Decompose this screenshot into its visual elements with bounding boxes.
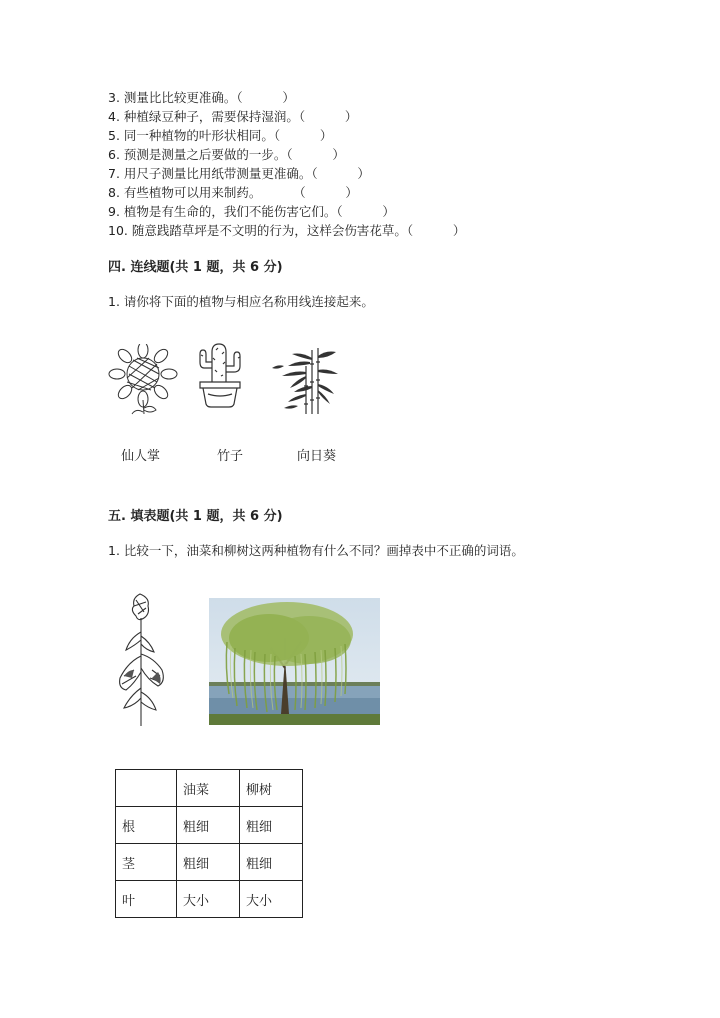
tf-item-8: 8. 有些植物可以用来制药。 （ ） [108,185,358,200]
tf-item-6: 6. 预测是测量之后要做的一步。（ ） [108,147,345,162]
table-cell[interactable]: 粗细 [177,844,240,881]
table-header-cell: 柳树 [240,770,303,807]
comparison-table [115,769,303,918]
table-cell[interactable]: 大小 [240,881,303,918]
table-row-label: 叶 [116,881,177,918]
table-row-label: 茎 [116,844,177,881]
section5-title: 五. 填表题(共 1 题，共 6 分) [108,509,283,524]
tf-item-10: 10. 随意践踏草坪是不文明的行为，这样会伤害花草。（ ） [108,223,466,238]
table-row [116,844,303,881]
section4-question: 1. 请你将下面的植物与相应名称用线连接起来。 [108,294,374,309]
willow-photo [209,598,380,725]
table-header-row [116,770,303,807]
table-cell[interactable]: 大小 [177,881,240,918]
section4-title: 四. 连线题(共 1 题，共 6 分) [108,260,283,275]
table-row [116,807,303,844]
sunflower-drawing [108,344,178,418]
table-row [116,881,303,918]
table-cell[interactable]: 粗细 [177,807,240,844]
table-header-cell: 油菜 [177,770,240,807]
cactus-drawing [194,340,246,410]
true-false-list [108,88,465,240]
tf-item-7: 7. 用尺子测量比用纸带测量更准确。（ ） [108,166,370,181]
plant-name-sunflower: 向日葵 [297,449,337,464]
bamboo-drawing [268,346,340,418]
tf-item-3: 3. 测量比比较更准确。（ ） [108,90,295,105]
tf-item-9: 9. 植物是有生命的，我们不能伤害它们。（ ） [108,204,395,219]
tf-item-5: 5. 同一种植物的叶形状相同。（ ） [108,128,333,143]
table-header-cell [116,770,177,807]
tf-item-4: 4. 种植绿豆种子，需要保持湿润。（ ） [108,109,358,124]
section5-question: 1. 比较一下，油菜和柳树这两种植物有什么不同？画掉表中不正确的词语。 [108,543,524,558]
table-cell[interactable]: 粗细 [240,807,303,844]
table-cell[interactable]: 粗细 [240,844,303,881]
plant-name-bamboo: 竹子 [217,449,244,464]
rapeseed-drawing [110,592,172,728]
plant-name-cactus: 仙人掌 [121,449,161,464]
table-row-label: 根 [116,807,177,844]
